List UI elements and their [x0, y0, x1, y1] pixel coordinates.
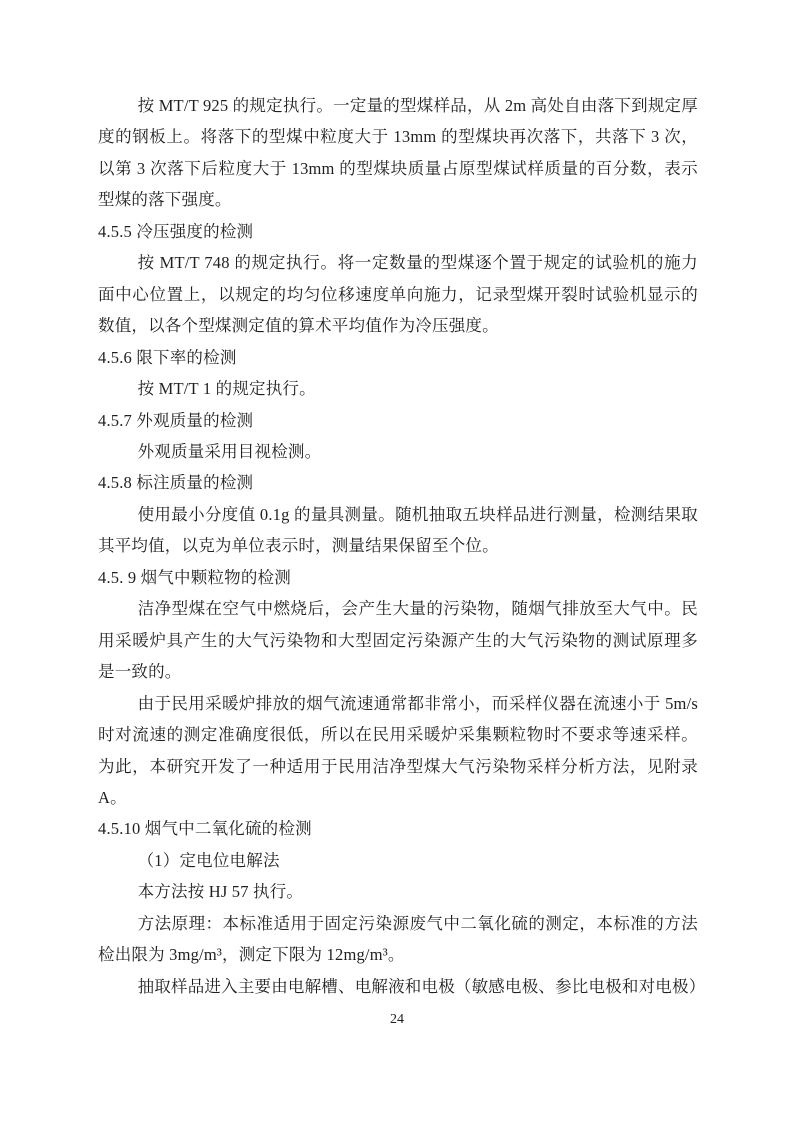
section-heading: 4.5.10 烟气中二氧化硫的检测	[98, 819, 312, 839]
paragraph: 外观质量采用目视检测。	[137, 441, 322, 461]
paragraph: 方法原理：本标准适用于固定污染源废气中二氧化硫的测定，本标准的方法检出限为 3mg/m³，测定下限为 12mg/m³。	[98, 913, 698, 965]
document-content	[98, 90, 706, 1002]
section-heading: 4.5.6 限下率的检测	[98, 347, 237, 367]
section-heading: 4.5.5 冷压强度的检测	[98, 221, 254, 241]
paragraph: 按 MT/T 748 的规定执行。将一定数量的型煤逐个置于规定的试验机的施力面中心位置上，以规定的均匀位移速度单向施力，记录型煤开裂时试验机显示的数值，以各个型煤测定值的算术平均值作为冷压强度。	[98, 253, 698, 336]
paragraph: 按 MT/T 1 的规定执行。	[137, 379, 316, 399]
page-footer	[0, 1010, 794, 1030]
section-heading: 4.5.8 标注质量的检测	[98, 473, 254, 493]
page-number: 24	[390, 1012, 404, 1027]
paragraph: 按 MT/T 925 的规定执行。一定量的型煤样品，从 2m 高处自由落下到规定厚度的钢板上。将落下的型煤中粒度大于 13mm 的型煤块再次落下，共落下 3 次，以第 3 次落下后粒度大于 13mm 的型煤块质量占原型煤试样质量的百分数，表示型煤的落下强度。	[98, 96, 698, 210]
paragraph: 由于民用采暖炉排放的烟气流速通常都非常小，而采样仪器在流速小于 5m/s 时对流速的测定准确度很低，所以在民用采暖炉采集颗粒物时不要求等速采样。为此，本研究开发了一种适用于民用洁净型煤大气污染物采样分析方法，见附录 A。	[98, 693, 698, 807]
paragraph: 抽取样品进入主要由电解槽、电解液和电极（敏感电极、参比电极和对电极）	[137, 976, 706, 996]
paragraph: 本方法按 HJ 57 执行。	[137, 882, 304, 902]
section-heading: 4.5.7 外观质量的检测	[98, 410, 254, 430]
section-heading: 4.5. 9 烟气中颗粒物的检测	[98, 567, 291, 587]
paragraph: 使用最小分度值 0.1g 的量具测量。随机抽取五块样品进行测量，检测结果取其平均值，以克为单位表示时，测量结果保留至个位。	[98, 504, 698, 556]
paragraph: 洁净型煤在空气中燃烧后，会产生大量的污染物，随烟气排放至大气中。民用采暖炉具产生的大气污染物和大型固定污染源产生的大气污染物的测试原理多是一致的。	[98, 599, 698, 682]
paragraph: （1）定电位电解法	[137, 850, 280, 870]
